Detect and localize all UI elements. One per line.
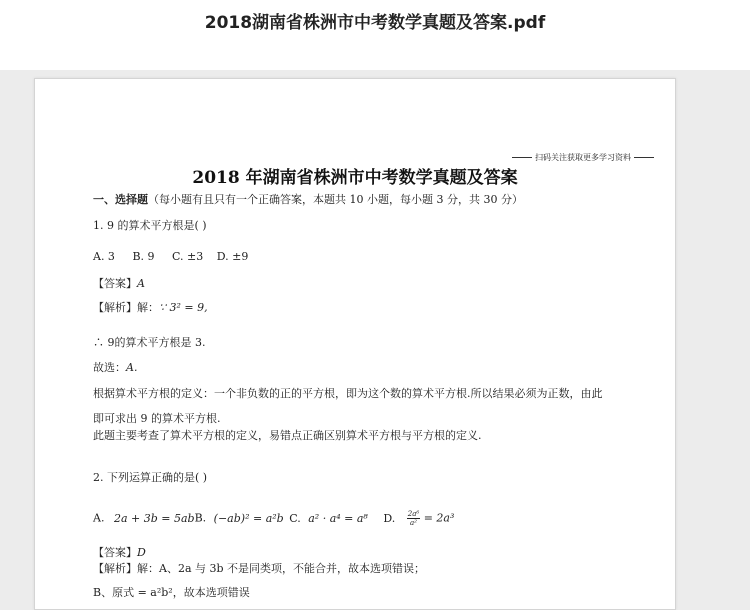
q2-answer — [93, 544, 146, 560]
section-note: （每小题有且只有一个正确答案，本题共 10 小题，每小题 3 分，共 30 分） — [148, 193, 523, 206]
q2-option-a: 2a + 3b = 5ab — [113, 511, 195, 525]
section-heading — [93, 191, 523, 207]
fraction-numerator: 2a⁶ — [407, 510, 420, 518]
file-title: 2018湖南省株洲市中考数学真题及答案.pdf — [204, 13, 546, 33]
q1-option-a: A. 3 — [93, 250, 115, 263]
q2-option-b-label: B. — [194, 511, 207, 525]
promo-banner — [512, 152, 654, 163]
promo-line-left — [512, 157, 532, 158]
q1-definition-line2: 即可求出 9 的算术平方根. — [93, 412, 221, 425]
choose-value: A. — [126, 361, 138, 374]
q1-option-d: D. ±9 — [216, 250, 249, 263]
q2-stem: 2. 下列运算正确的是( ) — [93, 471, 208, 484]
q1-definition-line3: 此题主要考查了算术平方根的定义，易错点正确区别算术平方根与平方根的定义. — [93, 429, 482, 442]
pdf-page — [34, 78, 676, 610]
q2-option-d-rhs: = 2a³ — [423, 511, 455, 525]
q1-choose — [93, 359, 137, 375]
q1-options — [93, 250, 248, 263]
analysis-equation: ∵ 3² = 9, — [159, 301, 208, 314]
q2-analysis-cut-line: B、原式 = a²b²，故本选项错误 — [93, 586, 250, 599]
analysis-text: A、2a 与 3b 不是同类项，不能合并，故本选项错误； — [159, 562, 426, 575]
q2-option-c-label: C. — [289, 511, 301, 525]
answer-label: 【答案】 — [93, 277, 137, 290]
viewer-toolbar — [0, 0, 750, 70]
q1-analysis — [93, 299, 208, 315]
q2-option-d-label: D. — [383, 511, 396, 525]
document-title: 2018 年湖南省株洲市中考数学真题及答案 — [192, 168, 518, 188]
q2-option-d-fraction — [407, 510, 420, 527]
section-label: 一、选择题 — [93, 193, 148, 206]
q2-option-a-label: A. — [93, 511, 105, 525]
fraction-denominator: a² — [410, 519, 417, 527]
q1-option-c: C. ±3 — [172, 250, 204, 263]
analysis-label: 【解析】解： — [93, 562, 159, 575]
q2-options — [93, 510, 454, 527]
q1-definition-line1: 根据算术平方根的定义：一个非负数的正的平方根，即为这个数的算术平方根.所以结果必须为正数，由此 — [93, 387, 603, 400]
q2-option-c: a² · a⁴ = a⁸ — [308, 511, 368, 525]
analysis-label: 【解析】解： — [93, 301, 159, 314]
promo-text: 扫码关注获取更多学习资料 — [535, 153, 631, 162]
answer-value: A — [137, 277, 145, 290]
answer-value: D — [137, 546, 146, 559]
q1-stem: 1. 9 的算术平方根是( ) — [93, 219, 207, 232]
q1-answer — [93, 275, 145, 291]
promo-line-right — [634, 157, 654, 158]
choose-label: 故选： — [93, 361, 126, 374]
q1-therefore: ∴ 9的算术平方根是 3. — [93, 336, 206, 349]
q2-analysis — [93, 560, 425, 576]
q1-option-b: B. 9 — [132, 250, 155, 263]
answer-label: 【答案】 — [93, 546, 137, 559]
q2-option-b: (−ab)² = a²b — [213, 511, 284, 525]
